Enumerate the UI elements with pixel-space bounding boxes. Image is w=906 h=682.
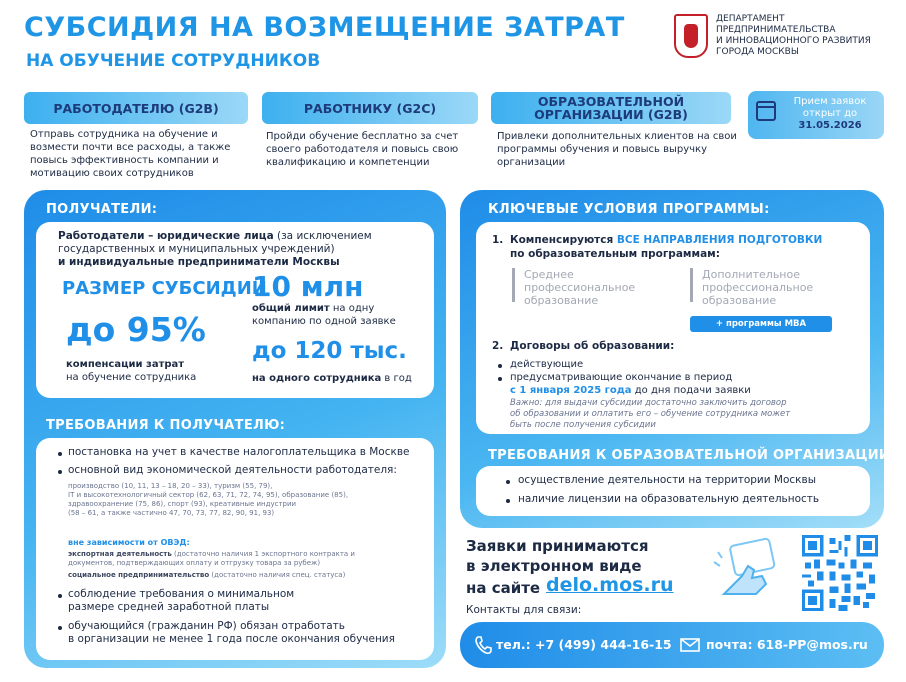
contract-period-date: с 1 января 2025 года до дня подачи заявки: [510, 385, 751, 396]
per-employee-desc: на одного сотрудника в год: [252, 373, 412, 384]
requirement-item4: обучающийся (гражданин РФ) обязан отработать в организации не менее 1 года после окончания обучения: [68, 620, 395, 645]
page-subtitle: НА ОБУЧЕНИЕ СОТРУДНИКОВ: [26, 51, 321, 71]
condition2-number: 2.: [492, 340, 504, 352]
independent-label: вне зависимости от ОВЭД:: [68, 538, 190, 547]
envelope-icon: [680, 638, 700, 652]
contract-period: предусматривающие окончание в период: [510, 372, 733, 383]
employee-description: Пройди обучение бесплатно за счет своего работодателя и повысь свою квалификацию и компетенции: [266, 131, 459, 168]
program-additional: Дополнительное профессиональное образование: [702, 268, 814, 307]
recipients-heading: ПОЛУЧАТЕЛИ:: [46, 202, 158, 217]
subsidy-size-label: РАЗМЕР СУБСИДИИ: [62, 278, 267, 299]
total-limit-value: 10 млн: [252, 270, 364, 303]
mba-badge: + программы MBA: [690, 316, 832, 332]
contacts-label: Контакты для связи:: [466, 604, 582, 616]
program-secondary: Среднее профессиональное образование: [524, 268, 636, 307]
condition1-line2: по образовательным программам:: [510, 248, 720, 260]
employer-description: Отправь сотрудника на обучение и возмести почти все расходы, а также повысь эффективность компании и мотивацию своих сотрудников: [30, 129, 231, 179]
requirement-item1: постановка на учет в качестве налогоплательщика в Москве: [68, 446, 410, 458]
condition2-text: Договоры об образовании:: [510, 340, 675, 352]
contract-active: действующие: [510, 359, 584, 370]
important-note: Важно: для выдачи субсидии достаточно заключить договор об образовании и оплатить его – обучение сотрудника может быть после получения субсидии: [510, 398, 791, 430]
apply-line3: на сайте: [466, 579, 541, 597]
total-limit-desc: общий лимит на одну: [252, 303, 375, 314]
requirement-item2: основной вид экономической деятельности работодателя:: [68, 464, 397, 476]
requirement-item3: соблюдение требования о минимальном размере средней заработной платы: [68, 588, 295, 613]
edu-requirement-item1: осуществление деятельности на территории Москвы: [518, 474, 816, 486]
social-entrepreneurship: социальное предпринимательство (достаточно наличия спец. статуса): [68, 571, 346, 579]
compensation-desc1: компенсации затрат: [66, 359, 185, 370]
recipients-line3: и индивидуальные предприниматели Москвы: [58, 256, 340, 268]
phone-number[interactable]: тел.: +7 (499) 444-16-15: [496, 637, 672, 652]
department-name: ДЕПАРТАМЕНТ ПРЕДПРИНИМАТЕЛЬСТВА И ИННОВАЦИОННОГО РАЗВИТИЯ ГОРОДА МОСКВЫ: [716, 14, 871, 57]
tapping-hand-icon: [712, 536, 788, 600]
deadline-date: 31.05.2026: [798, 120, 862, 131]
site-link[interactable]: delo.mos.ru: [546, 574, 674, 596]
export-activity: экспортная деятельность (достаточно наличия 1 экспортного контракта и: [68, 550, 355, 558]
okved-list: производство (10, 11, 13 – 18, 20 – 33), туризм (55, 79), IT и высокотехнологичный сектор (62, 63, 71, 72, 74, 95), образование (85), здравоохранение (75, 86), спорт (93), креативные индустрии (58 – 61, а также частично 47, 70, 73, 77, 82, 90, 91, 93): [68, 482, 349, 517]
edu-requirements-heading: ТРЕБОВАНИЯ К ОБРАЗОВАТЕЛЬНОЙ ОРГАНИЗАЦИИ:: [488, 448, 896, 463]
page-title: СУБСИДИЯ НА ВОЗМЕЩЕНИЕ ЗАТРАТ: [24, 12, 625, 43]
requirements-heading: ТРЕБОВАНИЯ К ПОЛУЧАТЕЛЮ:: [46, 418, 286, 433]
education-org-description: Привлеки дополнительных клиентов на свои программы обучения и повысь выручку организации: [497, 131, 737, 168]
compensation-percent: до 95%: [66, 310, 206, 349]
moscow-emblem-icon: [674, 14, 708, 58]
apply-line2: в электронном виде: [466, 557, 642, 575]
conditions-heading: КЛЮЧЕВЫЕ УСЛОВИЯ ПРОГРАММЫ:: [488, 202, 770, 217]
condition1-text: Компенсируются ВСЕ НАПРАВЛЕНИЯ ПОДГОТОВКИ: [510, 234, 823, 246]
deadline-badge: Прием заявок открыт до 31.05.2026: [748, 91, 884, 139]
condition1-number: 1.: [492, 234, 504, 246]
total-limit-desc2: компанию по одной заявке: [252, 316, 396, 327]
phone-icon: [474, 635, 492, 655]
tab-employee: РАБОТНИКУ (G2C): [262, 92, 478, 124]
tab-education-org: ОБРАЗОВАТЕЛЬНОЙ ОРГАНИЗАЦИИ (G2B): [491, 92, 731, 124]
contacts-bar: [460, 622, 884, 668]
qr-code-icon[interactable]: [802, 535, 878, 611]
calendar-icon: [756, 101, 776, 121]
compensation-desc2: на обучение сотрудника: [66, 372, 197, 383]
recipients-line2: государственных и муниципальных учреждений): [58, 243, 335, 255]
email-address[interactable]: почта: 618-PP@mos.ru: [706, 637, 868, 652]
export-activity-line2: документов, подтверждающих оплату и отгрузку товара за рубеж): [68, 559, 321, 567]
apply-line1: Заявки принимаются: [466, 537, 649, 555]
tab-employer: РАБОТОДАТЕЛЮ (G2B): [24, 92, 248, 124]
per-employee-value: до 120 тыс.: [252, 338, 407, 364]
edu-requirement-item2: наличие лицензии на образовательную деятельность: [518, 493, 820, 505]
recipients-line1: Работодатели – юридические лица (за исключением: [58, 230, 372, 242]
